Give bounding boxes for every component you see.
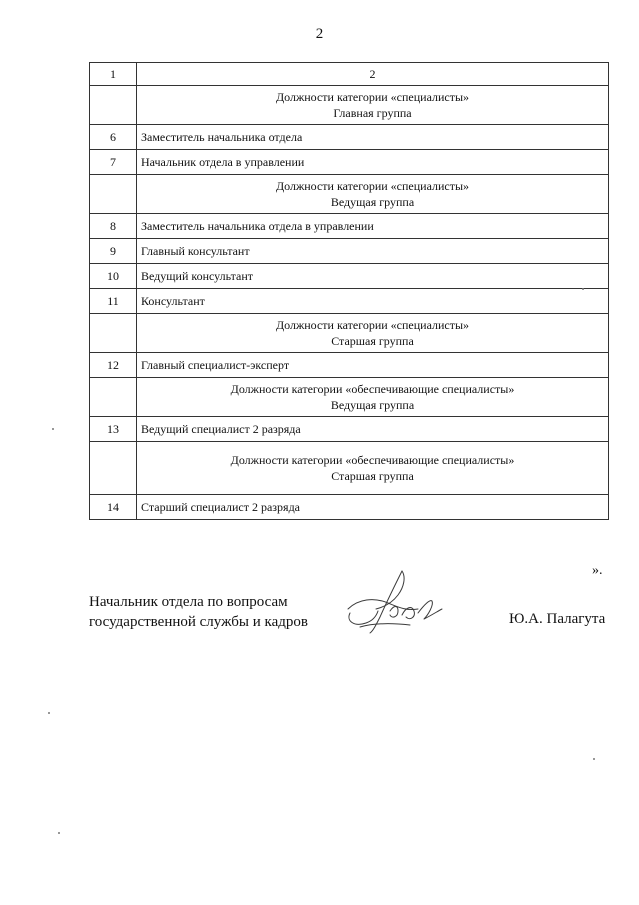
table-row <box>90 125 609 150</box>
scan-speck <box>52 428 54 430</box>
column-header-position: 2 <box>137 63 609 86</box>
signatory-title-line-2: государственной службы и кадров <box>89 614 308 630</box>
table-group-row <box>90 314 609 353</box>
signatory-name: Ю.А. Палагута <box>509 611 606 627</box>
table-row <box>90 353 609 378</box>
row-number: 9 <box>90 239 137 264</box>
handwritten-signature-icon <box>340 565 450 645</box>
group-heading <box>137 378 609 417</box>
table-row <box>90 417 609 442</box>
signatory-title <box>89 592 308 632</box>
column-header-number: 1 <box>90 63 137 86</box>
signatory-title-line-1: Начальник отдела по вопросам <box>89 594 288 610</box>
scan-speck <box>48 712 50 714</box>
table-row <box>90 289 609 314</box>
position-name: Главный консультант <box>137 239 609 264</box>
row-number: 12 <box>90 353 137 378</box>
position-name: Ведущий консультант <box>137 264 609 289</box>
group-heading <box>137 175 609 214</box>
group-level: Главная группа <box>333 106 412 120</box>
group-heading <box>137 86 609 125</box>
position-name: Заместитель начальника отдела в управлении <box>137 214 609 239</box>
table-group-row <box>90 86 609 125</box>
position-name: Ведущий специалист 2 разряда <box>137 417 609 442</box>
position-name: Старший специалист 2 разряда <box>137 495 609 520</box>
row-number: 7 <box>90 150 137 175</box>
group-level: Ведущая группа <box>330 195 415 209</box>
group-level: Ведущая группа <box>330 398 415 412</box>
row-number: 10 <box>90 264 137 289</box>
closing-quote-mark: ». <box>592 563 603 578</box>
table-row <box>90 495 609 520</box>
position-name: Заместитель начальника отдела <box>137 125 609 150</box>
group-heading <box>137 314 609 353</box>
group-number-cell <box>90 86 137 125</box>
scan-speck <box>58 832 60 834</box>
position-name: Начальник отдела в управлении <box>137 150 609 175</box>
position-name: Консультант <box>137 289 609 314</box>
group-category: Должности категории «специалисты» <box>275 318 470 332</box>
positions-table <box>89 62 609 520</box>
group-level: Старшая группа <box>331 334 414 348</box>
page-number: 2 <box>315 26 324 42</box>
row-number: 8 <box>90 214 137 239</box>
group-category: Должности категории «специалисты» <box>275 179 470 193</box>
table-row <box>90 150 609 175</box>
scan-speck <box>593 758 595 760</box>
table-group-row <box>90 175 609 214</box>
table-row <box>90 239 609 264</box>
group-level: Старшая группа <box>331 469 414 483</box>
group-category: Должности категории «обеспечивающие специалисты» <box>230 453 515 467</box>
row-number: 14 <box>90 495 137 520</box>
table-header-row <box>90 63 609 86</box>
position-name: Главный специалист-эксперт <box>137 353 609 378</box>
scan-speck <box>582 288 584 290</box>
row-number: 6 <box>90 125 137 150</box>
group-number-cell <box>90 175 137 214</box>
table-row <box>90 264 609 289</box>
group-category: Должности категории «обеспечивающие специалисты» <box>230 382 515 396</box>
row-number: 13 <box>90 417 137 442</box>
group-heading <box>137 442 609 495</box>
group-number-cell <box>90 314 137 353</box>
group-category: Должности категории «специалисты» <box>275 90 470 104</box>
table-group-row <box>90 442 609 495</box>
row-number: 11 <box>90 289 137 314</box>
group-number-cell <box>90 378 137 417</box>
table-group-row <box>90 378 609 417</box>
table-row <box>90 214 609 239</box>
group-number-cell <box>90 442 137 495</box>
